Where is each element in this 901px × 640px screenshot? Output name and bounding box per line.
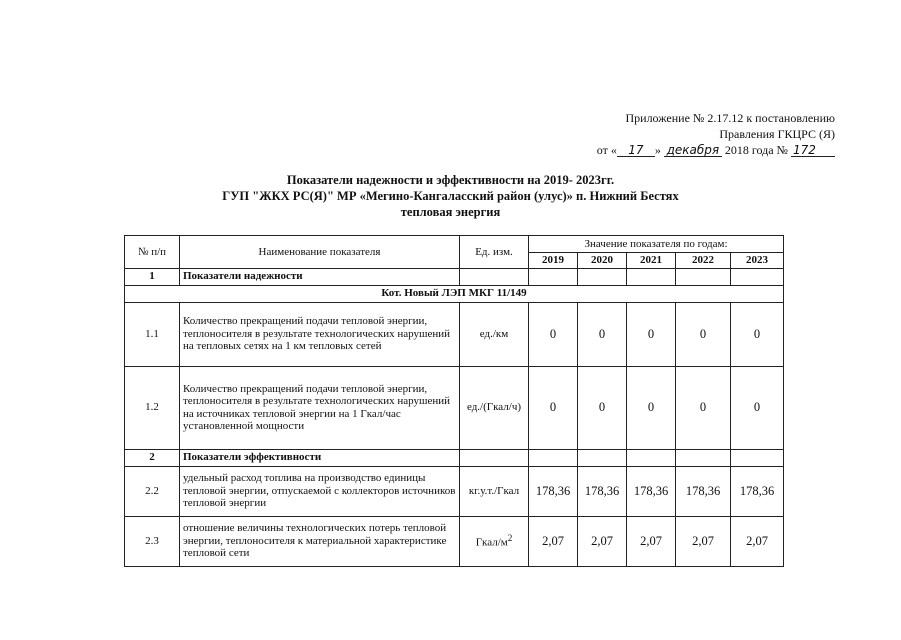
head-name: Наименование показателя (180, 236, 460, 269)
row-value: 2,07 (578, 516, 627, 566)
annex-month: декабря (664, 144, 722, 157)
table-row (125, 302, 784, 366)
indicators-table (124, 235, 784, 567)
annex-line-2: Правления ГКЦРС (Я) (719, 127, 835, 141)
section-row (125, 449, 784, 466)
unit-sup: 2 (507, 533, 513, 544)
row-num: 1.1 (125, 302, 180, 366)
row-value: 0 (676, 302, 731, 366)
empty-cell (529, 449, 578, 466)
row-value: 0 (676, 366, 731, 449)
empty-cell (627, 268, 676, 285)
row-value: 178,36 (676, 466, 731, 516)
annex-number: 172 (791, 144, 835, 157)
row-value: 2,07 (676, 516, 731, 566)
table-row (125, 466, 784, 516)
annex-day: 17 (617, 144, 655, 157)
section-row (125, 268, 784, 285)
row-value: 0 (731, 302, 784, 366)
empty-cell (731, 449, 784, 466)
row-unit: кг.у.т./Гкал (460, 466, 529, 516)
unit-base: Гкал/м (475, 537, 508, 550)
annex-year-text: 2018 года № (724, 143, 788, 157)
year-2023: 2023 (731, 253, 784, 269)
row-value: 0 (578, 302, 627, 366)
empty-cell (731, 268, 784, 285)
empty-cell (460, 268, 529, 285)
row-value: 178,36 (578, 466, 627, 516)
section-num: 2 (125, 449, 180, 466)
subsection-label: Кот. Новый ЛЭП МКГ 11/149 (125, 285, 784, 302)
row-value: 0 (627, 366, 676, 449)
annex-header (475, 110, 835, 158)
row-value: 0 (578, 366, 627, 449)
head-unit: Ед. изм. (460, 236, 529, 269)
year-2021: 2021 (627, 253, 676, 269)
row-value: 2,07 (529, 516, 578, 566)
annex-mid: » (654, 143, 661, 157)
head-values: Значение показателя по годам: (529, 236, 784, 253)
annex-line-1: Приложение № 2.17.12 к постановлению (625, 111, 835, 125)
table-row (125, 366, 784, 449)
row-name: Количество прекращений подачи тепловой энергии, теплоносителя в результате технологических нарушений на тепловых сетях на 1 км тепловых сетей (180, 302, 460, 366)
row-value: 178,36 (529, 466, 578, 516)
row-unit: ед./км (460, 302, 529, 366)
row-unit (460, 516, 529, 566)
annex-date-line (475, 142, 835, 158)
row-value: 0 (529, 302, 578, 366)
title-line-2: ГУП "ЖКХ РС(Я)" МР «Мегино-Кангаласский район (улус)» п. Нижний Бестях (222, 189, 679, 203)
row-value: 0 (529, 366, 578, 449)
year-2022: 2022 (676, 253, 731, 269)
row-value: 0 (731, 366, 784, 449)
empty-cell (460, 449, 529, 466)
row-value: 178,36 (627, 466, 676, 516)
empty-cell (627, 449, 676, 466)
table-row (125, 516, 784, 566)
row-name: отношение величины технологических потерь тепловой энергии, теплоносителя к материальной характеристике тепловой сети (180, 516, 460, 566)
section-label: Показатели эффективности (180, 449, 460, 466)
row-name: Количество прекращений подачи тепловой энергии, теплоносителя в результате технологических нарушений на источниках тепловой энергии на 1 Гкал/час установленной мощности (180, 366, 460, 449)
subsection-row (125, 285, 784, 302)
empty-cell (676, 268, 731, 285)
row-unit: ед./(Гкал/ч) (460, 366, 529, 449)
empty-cell (578, 449, 627, 466)
empty-cell (529, 268, 578, 285)
row-value: 2,07 (731, 516, 784, 566)
row-value: 178,36 (731, 466, 784, 516)
section-label: Показатели надежности (180, 268, 460, 285)
row-value: 0 (627, 302, 676, 366)
section-num: 1 (125, 268, 180, 285)
row-num: 1.2 (125, 366, 180, 449)
document-title (0, 172, 901, 220)
title-line-3: тепловая энергия (400, 205, 501, 219)
annex-from: от « (596, 143, 617, 157)
year-2019: 2019 (529, 253, 578, 269)
empty-cell (676, 449, 731, 466)
row-num: 2.3 (125, 516, 180, 566)
header-row-1 (125, 236, 784, 253)
row-name: удельный расход топлива на производство единицы тепловой энергии, отпускаемой с коллекторов источников тепловой энергии (180, 466, 460, 516)
year-2020: 2020 (578, 253, 627, 269)
row-value: 2,07 (627, 516, 676, 566)
row-num: 2.2 (125, 466, 180, 516)
head-num: № п/п (125, 236, 180, 269)
title-line-1: Показатели надежности и эффективности на 2019- 2023гг. (286, 173, 615, 187)
empty-cell (578, 268, 627, 285)
